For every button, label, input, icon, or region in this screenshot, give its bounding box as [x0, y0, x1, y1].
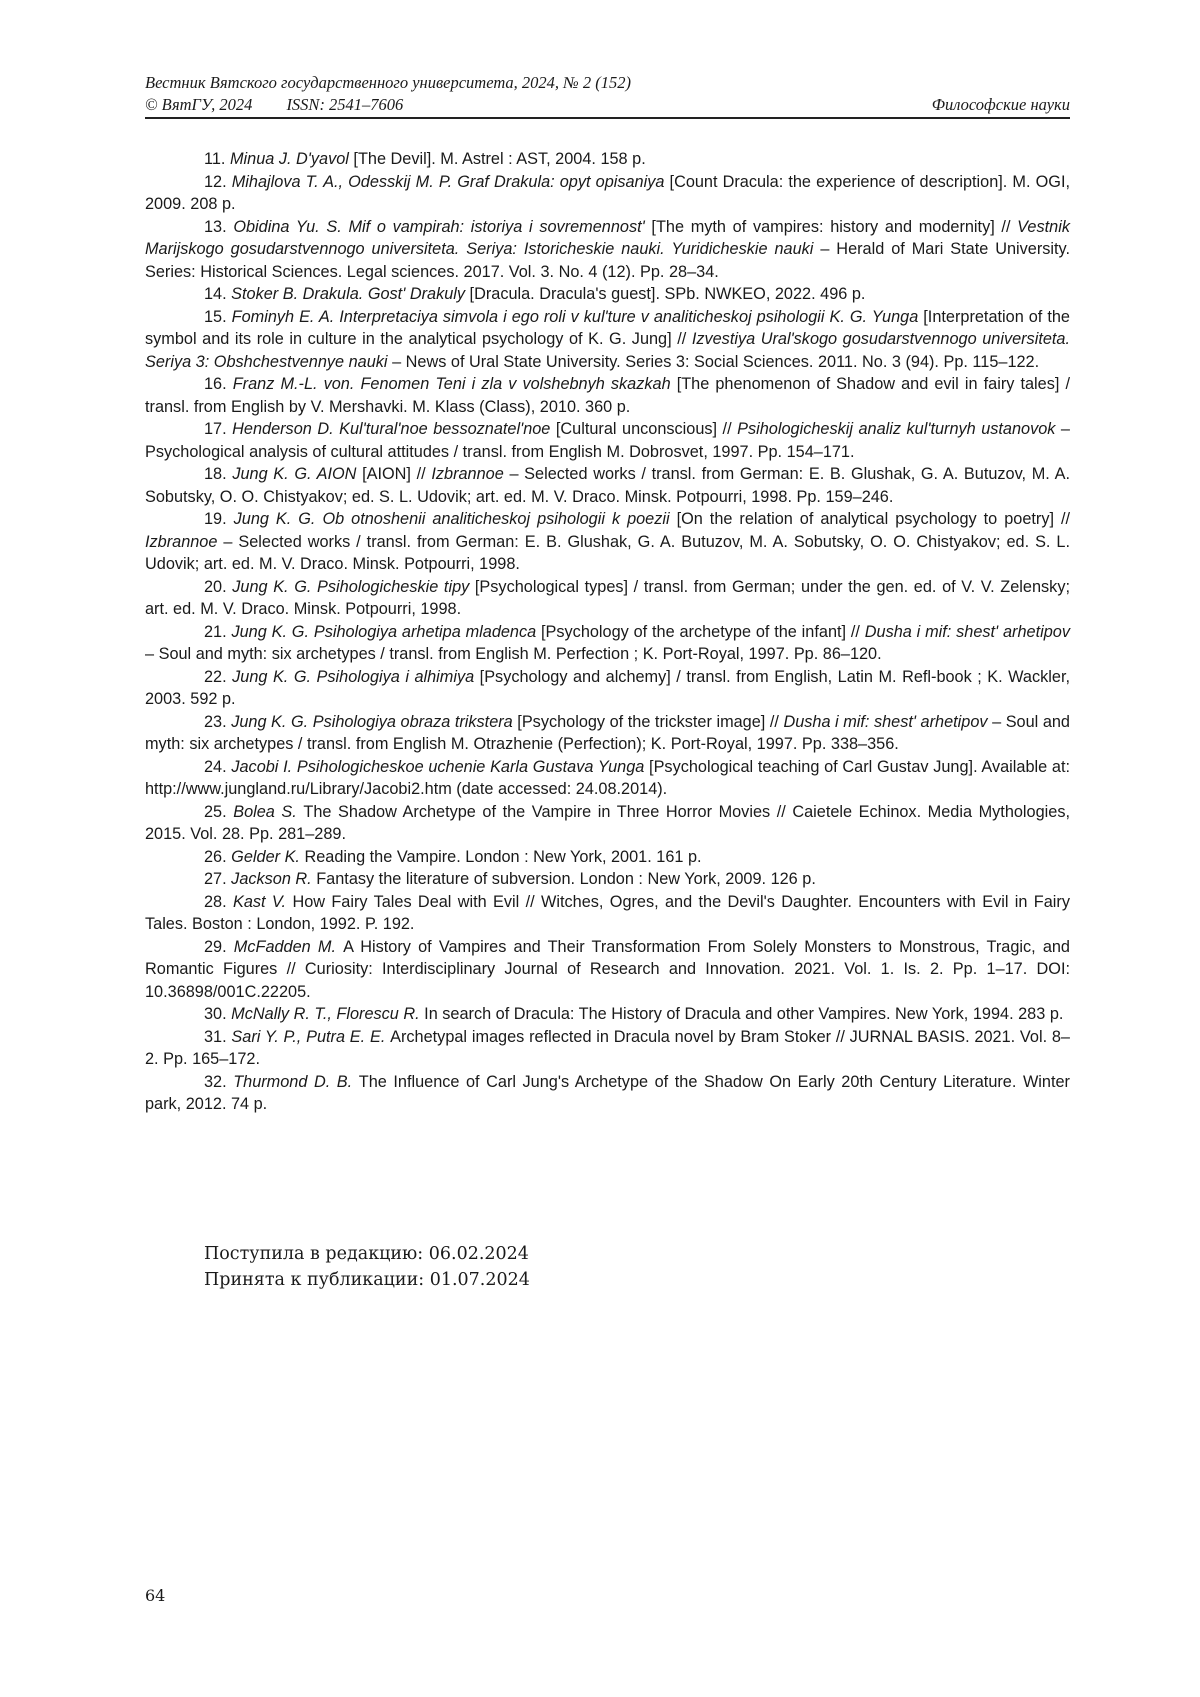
reference-item — [145, 846, 1070, 869]
reference-title: AION — [317, 465, 357, 483]
reference-num: 22. — [204, 668, 232, 686]
reference-item — [145, 576, 1070, 621]
reference-num: 18. — [204, 465, 232, 483]
reference-rest: A History of Vampires and Their Transformation From Solely Monsters to Monstrous, Tragic, and Romantic Figures // Curiosity: Interdisciplinary Journal of Research and Innovation. 2021. Vol. 1. Is. 2. Pp. 1–17. DOI: 10.36898/001C.22205. — [145, 938, 1070, 1001]
reference-rest: [Psychology of the archetype of the infant] // — [536, 623, 865, 641]
reference-rest: [Psychology and alchemy] / transl. from English, Latin M. Refl-book ; K. Wackler, 2003. 592 p. — [145, 668, 1070, 709]
reference-title: Graf Drakula: opyt opisaniya — [457, 173, 664, 191]
reference-item — [145, 148, 1070, 171]
reference-item — [145, 171, 1070, 216]
reference-rest: How Fairy Tales Deal with Evil // Witches, Ogres, and the Devil's Daughter. Encounters with Evil in Fairy Tales. Boston : London, 1992. P. 192. — [145, 893, 1070, 934]
publication-dates — [204, 1241, 530, 1293]
reference-author: McFadden M. — [234, 938, 343, 956]
received-date: Поступила в редакцию: 06.02.2024 — [204, 1241, 530, 1267]
reference-item — [145, 621, 1070, 666]
reference-author: Kast V. — [233, 893, 292, 911]
reference-author: Jung K. G. — [232, 668, 316, 686]
reference-rest: Archetypal images reflected in Dracula novel by Bram Stoker // JURNAL BASIS. 2021. Vol. 8–2. Pp. 165–172. — [145, 1028, 1070, 1069]
reference-num: 31. — [204, 1028, 231, 1046]
reference-item — [145, 1003, 1070, 1026]
reference-author: Henderson D. — [232, 420, 339, 438]
reference-num: 20. — [204, 578, 232, 596]
reference-author: Obidina Yu. S. — [233, 218, 348, 236]
reference-rest: [The phenomenon of Shadow and evil in fairy tales] / transl. from English by V. Mershavki. M. Klass (Class), 2010. 360 p. — [145, 375, 1070, 416]
reference-rest: [Count Dracula: the experience of descrip­tion]. M. OGI, 2009. 208 p. — [145, 173, 1070, 214]
reference-rest: Reading the Vampire. London : New York, 2001. 161 p. — [304, 848, 701, 866]
reference-rest2: – Selected works / transl. from German: E. B. Glushak, G. A. Bu­tuzov, M. A. Sobutsky, O. O. Chistyakov; ed. S. L. Udovik; art. ed. M. V. Draco. Minsk. Potpourri, 1998. Pp. 159–246. — [145, 465, 1070, 506]
reference-rest: [On the relation of analytical psychology to poetry] // — [670, 510, 1070, 528]
running-header — [145, 72, 1070, 116]
reference-num: 32. — [204, 1073, 233, 1091]
header-line-1 — [145, 72, 1070, 94]
reference-num: 11. — [204, 150, 230, 168]
reference-author: Bolea S. — [233, 803, 303, 821]
reference-title2: Vestnik Marijskogo gosudarstvennogo universiteta. Seriya: Istoricheskie nauki. Yuridicheskie nauki — [145, 218, 1070, 259]
reference-rest2: – Selected works / transl. from German: E. B. Glushak, G. A. Butuzov, M. A. Sobutsky, O. O. Chistyakov; ed. S. L. Udovik; art. ed. M. V. Draco. Minsk. Potpourri, 1998. — [145, 533, 1070, 574]
reference-rest: The Shadow Archetype of the Vampire in Three Horror Movies // Caietele Echinox. Media Mythologies, 2015. Vol. 28. Pp. 281–289. — [145, 803, 1070, 844]
reference-num: 17. — [204, 420, 232, 438]
reference-rest: [The myth of vampires: history and modernity] // — [645, 218, 1017, 236]
reference-num: 21. — [204, 623, 231, 641]
journal-title: Вестник Вятского государственного университета, 2024, № 2 (152) — [145, 72, 631, 94]
reference-title: Psihologicheskoe uchenie Karla Gustava Yunga — [297, 758, 644, 776]
reference-title2: Izbrannoe — [145, 533, 217, 551]
copyright: © ВятГУ, 2024 — [145, 95, 252, 114]
header-rule — [145, 117, 1070, 119]
reference-num: 15. — [204, 308, 232, 326]
reference-author: Jung K. G. — [234, 510, 323, 528]
reference-rest: [The Devil]. M. Astrel : AST, 2004. 158 p. — [349, 150, 646, 168]
reference-rest2: – Herald of Mari State University. Series: Historical Sciences. Legal sciences. 2017. Vol. 3. No. 4 (12). Pp. 28–34. — [145, 240, 1070, 281]
reference-author: Jung K. G. — [232, 578, 317, 596]
reference-item — [145, 418, 1070, 463]
reference-num: 25. — [204, 803, 233, 821]
reference-title: Psihologiya i alhimiya — [317, 668, 475, 686]
reference-title: D'yavol — [296, 150, 349, 168]
reference-title2: Izbrannoe — [431, 465, 503, 483]
header-line-2 — [145, 94, 1070, 116]
reference-title: Drakula. Gost' Drakuly — [303, 285, 465, 303]
reference-rest: [Psychology of the trickster image] // — [513, 713, 784, 731]
reference-author: McNally R. T., Florescu R. — [231, 1005, 424, 1023]
reference-item — [145, 373, 1070, 418]
reference-author: Minua J. — [230, 150, 296, 168]
reference-rest: [Psychological teaching of Carl Gustav Jung]. Available at: http://www.jungland.ru/Library/Jacobi2.htm (date accessed: 24.08.2014). — [145, 758, 1070, 799]
reference-title2: Dusha i mif: shest' arhe­tipov — [783, 713, 987, 731]
reference-title: Mif o vampirah: istoriya i sovremennost' — [348, 218, 644, 236]
reference-author: Thurmond D. B. — [233, 1073, 359, 1091]
reference-item — [145, 283, 1070, 306]
reference-author: Gelder K. — [231, 848, 304, 866]
reference-num: 16. — [204, 375, 233, 393]
reference-title: Psihologiya arhetipa mladenca — [314, 623, 536, 641]
reference-item — [145, 508, 1070, 576]
reference-rest2: – Psychological analysis of cultural attitudes / transl. from English M. Dobrosvet, 1997. Pp. 154–171. — [145, 420, 1070, 461]
reference-title: Fenomen Teni i zla v volshebnyh skazkah — [360, 375, 670, 393]
reference-num: 12. — [204, 173, 232, 191]
reference-item — [145, 1026, 1070, 1071]
reference-author: Jacobi I. — [231, 758, 297, 776]
reference-author: Jung K. G. — [232, 465, 316, 483]
reference-rest: In search of Dracula: The History of Dracula and other Vampires. New York, 1994. 283 p. — [424, 1005, 1063, 1023]
reference-num: 13. — [204, 218, 233, 236]
reference-author: Jung K. G. — [231, 623, 313, 641]
reference-rest: [Psychological types] / transl. from German; under the gen. ed. of V. V. Zelensky; art. ed. M. V. Draco. Minsk. Potpourri, 1998. — [145, 578, 1070, 619]
reference-item — [145, 936, 1070, 1004]
reference-item — [145, 711, 1070, 756]
reference-rest: [Cultural unconscious] // — [550, 420, 737, 438]
reference-num: 29. — [204, 938, 234, 956]
reference-item — [145, 801, 1070, 846]
reference-title2: Dusha i mif: shest' arhetipov — [865, 623, 1070, 641]
reference-author: Mihajlova T. A., Odesskij M. P. — [232, 173, 458, 191]
reference-num: 19. — [204, 510, 234, 528]
reference-num: 30. — [204, 1005, 231, 1023]
reference-rest: [Dracula. Dracula's guest]. SPb. NWKEO, 2022. 496 p. — [465, 285, 865, 303]
reference-item — [145, 891, 1070, 936]
reference-title2: Izvestiya Ural'skogo gosudarstvennogo universiteta. Seriya 3: Obshchestvennye nauki — [145, 330, 1070, 371]
reference-item — [145, 216, 1070, 284]
reference-num: 24. — [204, 758, 231, 776]
reference-num: 26. — [204, 848, 231, 866]
page-number: 64 — [145, 1586, 165, 1605]
reference-num: 23. — [204, 713, 231, 731]
reference-item — [145, 306, 1070, 374]
reference-rest: The Influence of Carl Jung's Archetype of the Shadow On Early 20th Century Litera­ture. Winter park, 2012. 74 p. — [145, 1073, 1070, 1114]
accepted-date: Принята к публикации: 01.07.2024 — [204, 1267, 530, 1293]
reference-title: Ob otnoshenii analiticheskoj psihologii k poezii — [322, 510, 669, 528]
reference-title: Psihologiya obraza trikstera — [313, 713, 513, 731]
reference-num: 28. — [204, 893, 233, 911]
section-name: Философские науки — [932, 94, 1070, 116]
reference-author: Franz M.-L. von. — [233, 375, 361, 393]
reference-author: Jung K. G. — [231, 713, 313, 731]
reference-rest: [AION] // — [356, 465, 431, 483]
reference-list — [145, 148, 1070, 1116]
reference-author: Jackson R. — [231, 870, 316, 888]
reference-item — [145, 463, 1070, 508]
reference-item — [145, 666, 1070, 711]
reference-item — [145, 868, 1070, 891]
reference-rest: Fantasy the literature of subversion. London : New York, 2009. 126 p. — [316, 870, 816, 888]
reference-title: Psihologicheskie tipy — [317, 578, 469, 596]
reference-rest2: – Soul and myth: six archetypes / transl. from English M. Otrazhenie (Perfection); K. Port-Royal, 1997. Pp. 338–356. — [145, 713, 1070, 754]
reference-title: Interpretaciya simvola i ego roli v kul'ture v analiticheskoj psihologii K. G. Yunga — [339, 308, 918, 326]
reference-num: 27. — [204, 870, 231, 888]
reference-num: 14. — [204, 285, 231, 303]
reference-title: Kul'tural'noe bessoznatel'noe — [339, 420, 550, 438]
reference-rest2: – News of Ural State University. Series 3: Social Sciences. 2011. No. 3 (94). Pp. 115–122. — [388, 353, 1040, 371]
header-left — [145, 94, 403, 116]
reference-title2: Psihologicheskij analiz kul'turnyh ustanovok — [737, 420, 1055, 438]
reference-item — [145, 756, 1070, 801]
reference-rest: [Inter­pretation of the symbol and its role in culture in the analytical psychology of K. G. Jung] // — [145, 308, 1070, 349]
reference-author: Stoker B. — [231, 285, 303, 303]
reference-author: Fominyh E. A. — [232, 308, 340, 326]
reference-rest2: – Soul and myth: six archetypes / transl. from English M. Perfection ; K. Port-Royal, 1997. Pp. 86–120. — [145, 645, 882, 663]
reference-item — [145, 1071, 1070, 1116]
reference-author: Sari Y. P., Putra E. E. — [231, 1028, 390, 1046]
issn: ISSN: 2541–7606 — [286, 95, 403, 114]
